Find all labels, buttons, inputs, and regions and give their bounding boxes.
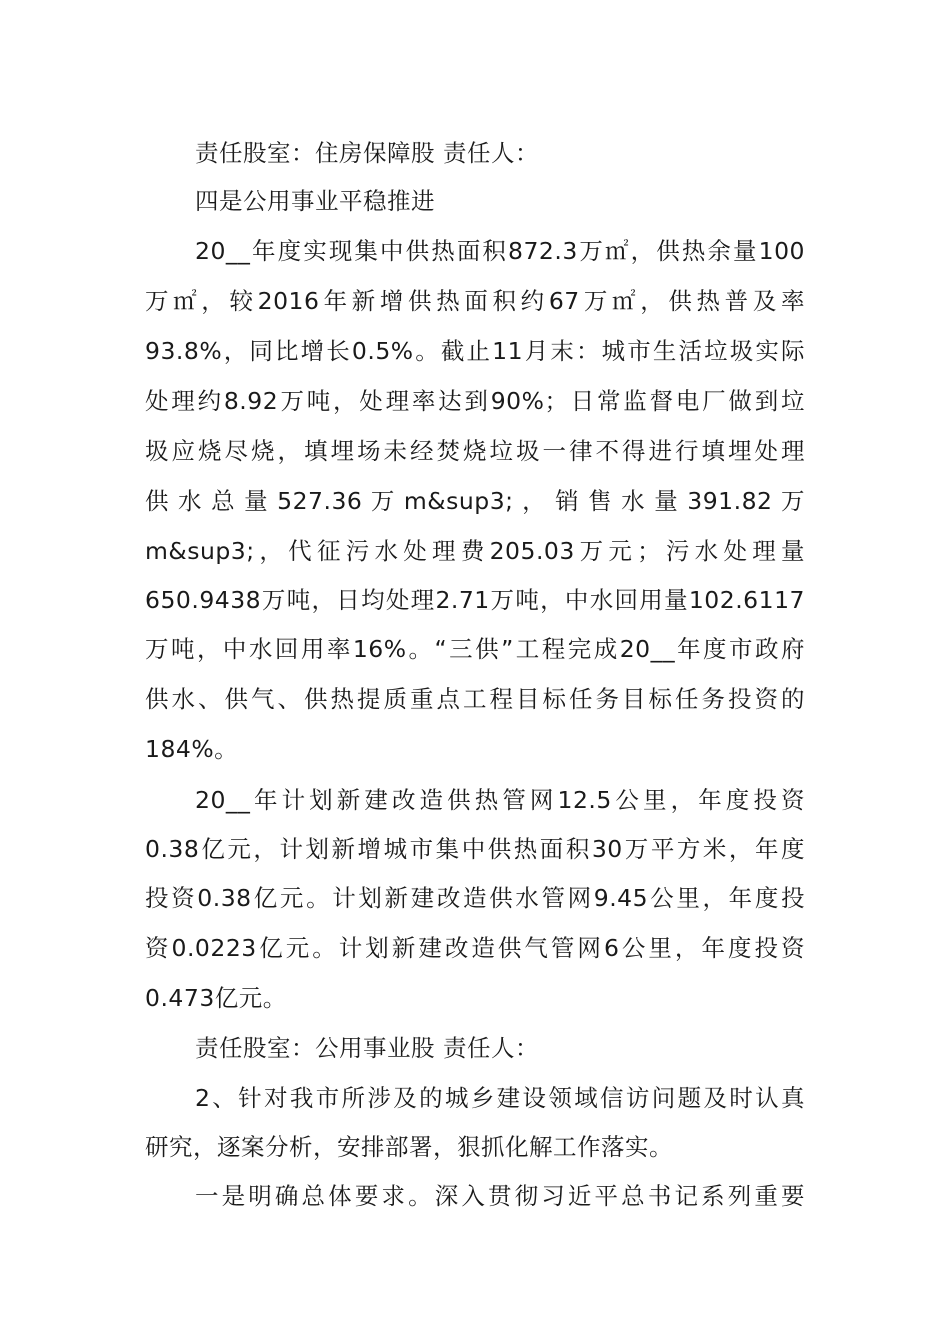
text-line: 资0.0223亿元。计划新建改造供气管网6公里，年度投资 — [145, 934, 805, 962]
text-line: 处理约8.92万吨，处理率达到90%；日常监督电厂做到垃 — [145, 387, 805, 415]
text-line: 研究，逐案分析，安排部署，狠抓化解工作落实。 — [145, 1133, 673, 1161]
text-line: 万吨，中水回用率16%。“三供”工程完成20__年度市政府 — [145, 635, 805, 663]
text-line: 责任股室：公用事业股 责任人： — [195, 1034, 539, 1062]
text-line: m&sup3;，代征污水处理费205.03万元；污水处理量 — [145, 537, 805, 565]
text-line: 184%。 — [145, 735, 239, 763]
text-line: 四是公用事业平稳推进 — [195, 187, 435, 215]
text-line: 0.38亿元，计划新增城市集中供热面积30万平方米，年度 — [145, 835, 805, 863]
text-line: 650.9438万吨，日均处理2.71万吨，中水回用量102.6117 — [145, 586, 805, 614]
text-line: 责任股室：住房保障股 责任人： — [195, 139, 539, 167]
text-line: 93.8%，同比增长0.5%。截止11月末：城市生活垃圾实际 — [145, 337, 805, 365]
text-line: 2、针对我市所涉及的城乡建设领域信访问题及时认真 — [195, 1084, 805, 1112]
text-line: 供水、供气、供热提质重点工程目标任务目标任务投资的 — [145, 685, 805, 713]
text-line: 投资0.38亿元。计划新建改造供水管网9.45公里，年度投 — [145, 884, 805, 912]
text-line: 20__年计划新建改造供热管网12.5公里，年度投资 — [195, 786, 805, 814]
text-line: 供 水 总 量 527.36 万 m&sup3; ， 销 售 水 量 391.82 万 — [145, 487, 805, 515]
text-line: 万㎡，较2016年新增供热面积约67万㎡，供热普及率 — [145, 287, 805, 315]
text-line: 一是明确总体要求。深入贯彻习近平总书记系列重要 — [195, 1182, 805, 1210]
text-line: 20__年度实现集中供热面积872.3万㎡，供热余量100 — [195, 237, 805, 265]
text-line: 0.473亿元。 — [145, 984, 287, 1012]
text-line: 圾应烧尽烧，填埋场未经焚烧垃圾一律不得进行填埋处理 — [145, 437, 805, 465]
